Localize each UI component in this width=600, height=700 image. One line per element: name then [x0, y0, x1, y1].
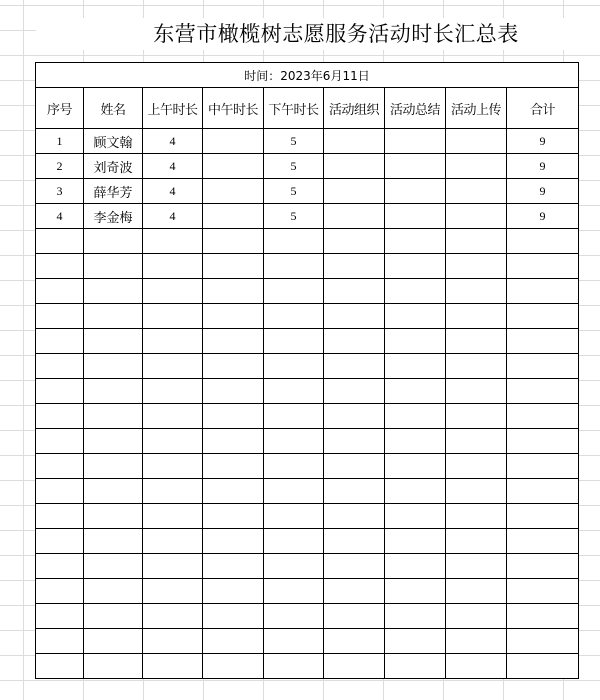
- empty-row: [36, 554, 579, 579]
- empty-cell[interactable]: [507, 579, 579, 604]
- empty-cell[interactable]: [446, 329, 507, 354]
- empty-row: [36, 229, 579, 254]
- empty-cell[interactable]: [143, 304, 203, 329]
- name-cell[interactable]: 刘奇波: [84, 154, 143, 179]
- data-cell[interactable]: [324, 154, 385, 179]
- header-cell[interactable]: 合计: [507, 88, 579, 129]
- empty-cell[interactable]: [264, 429, 324, 454]
- data-cell[interactable]: 5: [264, 129, 324, 154]
- empty-cell[interactable]: [84, 654, 143, 679]
- empty-cell[interactable]: [203, 579, 264, 604]
- date-row: [36, 63, 579, 88]
- empty-cell[interactable]: [203, 354, 264, 379]
- empty-cell[interactable]: [84, 329, 143, 354]
- empty-cell[interactable]: [324, 254, 385, 279]
- empty-cell[interactable]: [446, 579, 507, 604]
- empty-row: [36, 379, 579, 404]
- empty-cell[interactable]: [324, 354, 385, 379]
- empty-cell[interactable]: [143, 254, 203, 279]
- empty-cell[interactable]: [143, 479, 203, 504]
- empty-cell[interactable]: [84, 379, 143, 404]
- empty-cell[interactable]: [84, 429, 143, 454]
- data-cell[interactable]: 4: [36, 204, 84, 229]
- data-cell[interactable]: [446, 204, 507, 229]
- empty-cell[interactable]: [264, 229, 324, 254]
- empty-cell[interactable]: [324, 629, 385, 654]
- empty-cell[interactable]: [507, 429, 579, 454]
- data-cell[interactable]: 4: [143, 204, 203, 229]
- empty-cell[interactable]: [324, 279, 385, 304]
- empty-cell[interactable]: [507, 504, 579, 529]
- table-row: [36, 179, 579, 204]
- empty-cell[interactable]: [385, 554, 446, 579]
- empty-cell[interactable]: [507, 304, 579, 329]
- empty-row: [36, 304, 579, 329]
- empty-cell[interactable]: [324, 229, 385, 254]
- header-cell[interactable]: 活动总结: [385, 88, 446, 129]
- empty-cell[interactable]: [36, 404, 84, 429]
- sheet-title: 东营市橄榄树志愿服务活动时长汇总表: [36, 18, 600, 50]
- header-cell[interactable]: 上午时长: [143, 88, 203, 129]
- empty-cell[interactable]: [446, 254, 507, 279]
- empty-cell[interactable]: [264, 329, 324, 354]
- empty-cell[interactable]: [264, 479, 324, 504]
- data-cell[interactable]: 5: [264, 204, 324, 229]
- empty-cell[interactable]: [143, 429, 203, 454]
- empty-cell[interactable]: [84, 279, 143, 304]
- empty-cell[interactable]: [264, 254, 324, 279]
- empty-cell[interactable]: [203, 504, 264, 529]
- empty-cell[interactable]: [143, 579, 203, 604]
- empty-cell[interactable]: [385, 579, 446, 604]
- empty-cell[interactable]: [84, 454, 143, 479]
- empty-cell[interactable]: [446, 629, 507, 654]
- empty-cell[interactable]: [143, 529, 203, 554]
- empty-cell[interactable]: [143, 554, 203, 579]
- empty-cell[interactable]: [446, 379, 507, 404]
- header-row: [36, 88, 579, 129]
- empty-cell[interactable]: [143, 629, 203, 654]
- data-cell[interactable]: [203, 129, 264, 154]
- empty-cell[interactable]: [385, 354, 446, 379]
- empty-cell[interactable]: [264, 629, 324, 654]
- empty-cell[interactable]: [143, 229, 203, 254]
- empty-cell[interactable]: [385, 304, 446, 329]
- empty-cell[interactable]: [84, 304, 143, 329]
- data-cell[interactable]: 3: [36, 179, 84, 204]
- empty-cell[interactable]: [507, 529, 579, 554]
- empty-cell[interactable]: [36, 229, 84, 254]
- data-cell[interactable]: 5: [264, 179, 324, 204]
- empty-cell[interactable]: [446, 304, 507, 329]
- empty-cell[interactable]: [385, 229, 446, 254]
- empty-cell[interactable]: [36, 579, 84, 604]
- empty-cell[interactable]: [385, 529, 446, 554]
- empty-cell[interactable]: [203, 454, 264, 479]
- empty-cell[interactable]: [203, 429, 264, 454]
- empty-cell[interactable]: [324, 454, 385, 479]
- empty-cell[interactable]: [84, 404, 143, 429]
- data-cell[interactable]: [324, 204, 385, 229]
- empty-cell[interactable]: [385, 254, 446, 279]
- empty-row: [36, 454, 579, 479]
- empty-cell[interactable]: [446, 654, 507, 679]
- empty-cell[interactable]: [264, 404, 324, 429]
- data-cell[interactable]: 9: [507, 204, 579, 229]
- empty-cell[interactable]: [507, 404, 579, 429]
- empty-cell[interactable]: [84, 554, 143, 579]
- data-cell[interactable]: [446, 179, 507, 204]
- empty-cell[interactable]: [264, 354, 324, 379]
- empty-cell[interactable]: [203, 479, 264, 504]
- empty-cell[interactable]: [36, 329, 84, 354]
- empty-cell[interactable]: [385, 279, 446, 304]
- table-row: [36, 129, 579, 154]
- header-cell[interactable]: 活动组织: [324, 88, 385, 129]
- empty-cell[interactable]: [264, 579, 324, 604]
- empty-cell[interactable]: [36, 529, 84, 554]
- data-cell[interactable]: [203, 179, 264, 204]
- name-cell[interactable]: 顾文翰: [84, 129, 143, 154]
- empty-cell[interactable]: [507, 479, 579, 504]
- empty-cell[interactable]: [446, 354, 507, 379]
- empty-cell[interactable]: [446, 504, 507, 529]
- empty-cell[interactable]: [446, 554, 507, 579]
- data-cell[interactable]: 4: [143, 129, 203, 154]
- empty-cell[interactable]: [143, 354, 203, 379]
- data-cell[interactable]: [385, 179, 446, 204]
- empty-cell[interactable]: [324, 304, 385, 329]
- data-cell[interactable]: [446, 129, 507, 154]
- data-cell[interactable]: [324, 179, 385, 204]
- empty-cell[interactable]: [203, 229, 264, 254]
- empty-cell[interactable]: [507, 379, 579, 404]
- empty-cell[interactable]: [324, 529, 385, 554]
- empty-cell[interactable]: [36, 554, 84, 579]
- empty-cell[interactable]: [385, 604, 446, 629]
- empty-cell[interactable]: [203, 529, 264, 554]
- data-cell[interactable]: [324, 129, 385, 154]
- empty-cell[interactable]: [324, 404, 385, 429]
- empty-cell[interactable]: [264, 604, 324, 629]
- empty-cell[interactable]: [36, 254, 84, 279]
- header-cell[interactable]: 中午时长: [203, 88, 264, 129]
- empty-cell[interactable]: [385, 504, 446, 529]
- name-cell[interactable]: 李金梅: [84, 204, 143, 229]
- empty-row: [36, 329, 579, 354]
- empty-cell[interactable]: [324, 579, 385, 604]
- header-cell[interactable]: 姓名: [84, 88, 143, 129]
- empty-cell[interactable]: [36, 454, 84, 479]
- empty-row: [36, 504, 579, 529]
- empty-cell[interactable]: [507, 254, 579, 279]
- empty-cell[interactable]: [203, 404, 264, 429]
- empty-row: [36, 254, 579, 279]
- table-row: [36, 204, 579, 229]
- empty-cell[interactable]: [385, 379, 446, 404]
- empty-cell[interactable]: [143, 604, 203, 629]
- data-cell[interactable]: [385, 154, 446, 179]
- empty-cell[interactable]: [143, 404, 203, 429]
- empty-cell[interactable]: [264, 454, 324, 479]
- empty-cell[interactable]: [84, 229, 143, 254]
- empty-cell[interactable]: [84, 579, 143, 604]
- empty-cell[interactable]: [507, 229, 579, 254]
- data-cell[interactable]: [385, 204, 446, 229]
- empty-cell[interactable]: [385, 629, 446, 654]
- empty-cell[interactable]: [203, 604, 264, 629]
- header-cell[interactable]: 序号: [36, 88, 84, 129]
- table-row: [36, 154, 579, 179]
- empty-cell[interactable]: [446, 229, 507, 254]
- empty-cell[interactable]: [143, 329, 203, 354]
- empty-cell[interactable]: [507, 329, 579, 354]
- empty-cell[interactable]: [143, 454, 203, 479]
- empty-row: [36, 579, 579, 604]
- empty-cell[interactable]: [264, 654, 324, 679]
- empty-cell[interactable]: [385, 479, 446, 504]
- empty-cell[interactable]: [203, 629, 264, 654]
- empty-cell[interactable]: [36, 654, 84, 679]
- data-cell[interactable]: 1: [36, 129, 84, 154]
- empty-cell[interactable]: [324, 429, 385, 454]
- empty-cell[interactable]: [385, 329, 446, 354]
- empty-cell[interactable]: [446, 479, 507, 504]
- empty-cell[interactable]: [203, 279, 264, 304]
- empty-cell[interactable]: [84, 529, 143, 554]
- empty-cell[interactable]: [324, 329, 385, 354]
- empty-cell[interactable]: [385, 429, 446, 454]
- empty-cell[interactable]: [143, 279, 203, 304]
- empty-cell[interactable]: [324, 479, 385, 504]
- name-cell[interactable]: 薛华芳: [84, 179, 143, 204]
- date-cell[interactable]: 时间：2023年6月11日: [36, 63, 579, 88]
- empty-row: [36, 654, 579, 679]
- empty-row: [36, 404, 579, 429]
- empty-cell[interactable]: [507, 654, 579, 679]
- empty-cell[interactable]: [203, 329, 264, 354]
- data-cell[interactable]: [385, 129, 446, 154]
- empty-cell[interactable]: [446, 604, 507, 629]
- empty-cell[interactable]: [143, 379, 203, 404]
- empty-cell[interactable]: [203, 304, 264, 329]
- empty-cell[interactable]: [507, 629, 579, 654]
- empty-cell[interactable]: [36, 629, 84, 654]
- empty-cell[interactable]: [36, 354, 84, 379]
- data-cell[interactable]: 5: [264, 154, 324, 179]
- empty-cell[interactable]: [446, 279, 507, 304]
- empty-cell[interactable]: [143, 654, 203, 679]
- empty-cell[interactable]: [507, 354, 579, 379]
- empty-cell[interactable]: [446, 529, 507, 554]
- empty-cell[interactable]: [446, 429, 507, 454]
- empty-cell[interactable]: [385, 654, 446, 679]
- empty-cell[interactable]: [324, 504, 385, 529]
- empty-cell[interactable]: [36, 479, 84, 504]
- empty-cell[interactable]: [84, 629, 143, 654]
- empty-cell[interactable]: [446, 454, 507, 479]
- empty-cell[interactable]: [324, 554, 385, 579]
- data-cell[interactable]: 2: [36, 154, 84, 179]
- empty-row: [36, 429, 579, 454]
- empty-cell[interactable]: [36, 504, 84, 529]
- empty-cell[interactable]: [324, 654, 385, 679]
- data-cell[interactable]: 9: [507, 179, 579, 204]
- empty-cell[interactable]: [36, 429, 84, 454]
- data-cell[interactable]: 4: [143, 179, 203, 204]
- empty-cell[interactable]: [324, 604, 385, 629]
- header-cell[interactable]: 活动上传: [446, 88, 507, 129]
- empty-cell[interactable]: [84, 354, 143, 379]
- empty-cell[interactable]: [324, 379, 385, 404]
- empty-row: [36, 604, 579, 629]
- empty-row: [36, 279, 579, 304]
- empty-cell[interactable]: [507, 454, 579, 479]
- empty-row: [36, 529, 579, 554]
- empty-cell[interactable]: [203, 379, 264, 404]
- empty-cell[interactable]: [264, 379, 324, 404]
- empty-cell[interactable]: [84, 254, 143, 279]
- empty-cell[interactable]: [36, 279, 84, 304]
- data-cell[interactable]: 4: [143, 154, 203, 179]
- data-cell[interactable]: [446, 154, 507, 179]
- empty-cell[interactable]: [507, 604, 579, 629]
- empty-cell[interactable]: [264, 554, 324, 579]
- empty-cell[interactable]: [264, 279, 324, 304]
- empty-cell[interactable]: [385, 404, 446, 429]
- empty-cell[interactable]: [203, 554, 264, 579]
- empty-cell[interactable]: [446, 404, 507, 429]
- empty-cell[interactable]: [264, 529, 324, 554]
- empty-cell[interactable]: [385, 454, 446, 479]
- data-cell[interactable]: 9: [507, 154, 579, 179]
- empty-cell[interactable]: [203, 254, 264, 279]
- empty-cell[interactable]: [143, 504, 203, 529]
- header-cell[interactable]: 下午时长: [264, 88, 324, 129]
- empty-cell[interactable]: [264, 304, 324, 329]
- empty-cell[interactable]: [84, 604, 143, 629]
- empty-cell[interactable]: [36, 304, 84, 329]
- empty-cell[interactable]: [36, 604, 84, 629]
- volunteer-hours-table: [35, 62, 579, 679]
- empty-cell[interactable]: [84, 504, 143, 529]
- empty-cell[interactable]: [84, 479, 143, 504]
- data-cell[interactable]: 9: [507, 129, 579, 154]
- empty-row: [36, 479, 579, 504]
- empty-cell[interactable]: [507, 554, 579, 579]
- empty-cell[interactable]: [203, 654, 264, 679]
- empty-cell[interactable]: [36, 379, 84, 404]
- empty-cell[interactable]: [507, 279, 579, 304]
- data-cell[interactable]: [203, 204, 264, 229]
- empty-cell[interactable]: [264, 504, 324, 529]
- empty-row: [36, 354, 579, 379]
- data-cell[interactable]: [203, 154, 264, 179]
- empty-row: [36, 629, 579, 654]
